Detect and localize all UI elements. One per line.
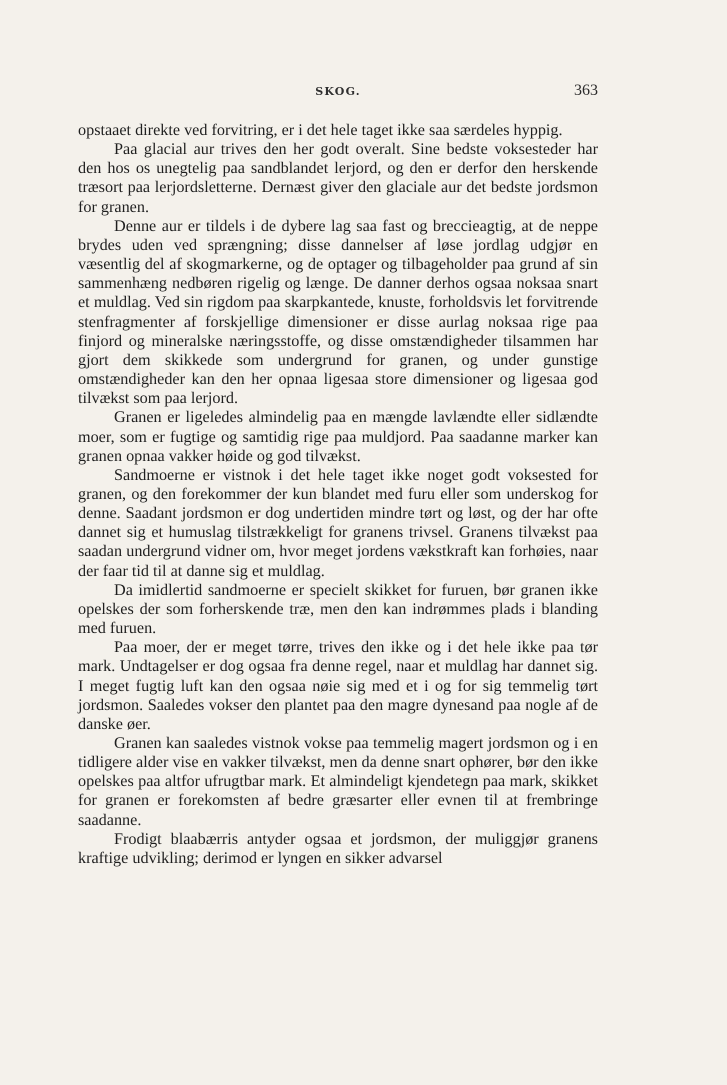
paragraph: Granen kan saaledes vistnok vokse paa temmelig magert jordsmon og i en tidligere alder vise en vakker tilvækst, men da denne snart ophører, bør den ikke opelskes paa altfor ufrugtbar mark. Et almindeligt kjendetegn paa mark, skikket for granen er forekomsten af bedre græsarter eller evnen til at frembringe saadanne. xyxy=(78,734,598,829)
running-title: SKOG. xyxy=(315,85,361,98)
page-header xyxy=(78,82,598,106)
page-number: 363 xyxy=(574,82,598,99)
paragraph: Paa glacial aur trives den her godt overalt. Sine bedste voksesteder har den hos os unegtelig paa sandblandet lerjord, og den er derfor den herskende træsort paa lerjordsletterne. Dernæst giver den glaciale aur det bedste jordsmon for granen. xyxy=(78,140,598,216)
paragraph: opstaaet direkte ved forvitring, er i det hele taget ikke saa særdeles hyppig. xyxy=(78,121,563,139)
paragraph: Da imidlertid sandmoerne er specielt skikket for furuen, bør granen ikke opelskes der som forherskende træ, men den kan indrømmes plads i blanding med furuen. xyxy=(78,580,598,638)
paragraph: Paa moer, der er meget tørre, trives den ikke og i det hele ikke paa tør mark. Undtagelser er dog ogsaa fra denne regel, naar et muldlag har dannet sig. I meget fugtig luft kan den ogsaa nøie sig med et i og for sig temmelig tørt jordsmon. Saaledes vokser den plantet paa den magre dynesand paa nogle af de danske øer. xyxy=(78,638,598,733)
body-text xyxy=(78,121,598,868)
paragraph: Denne aur er tildels i de dybere lag saa fast og breccieagtig, at de neppe brydes uden ved sprængning; disse dannelser af løse jordlag udgjør en væsentlig del af skogmarkerne, og de optager og tilbageholder paa grund af sin sammenhæng nedbøren rigelig og længe. De danner derhos ogsaa noksaa snart et muldlag. Ved sin rigdom paa skarpkantede, knuste, forholdsvis let forvitrende stenfragmenter af forskjellige dimensioner er disse aurlag noksaa rige paa finjord og mineralske næringsstoffe, og disse omstændigheder tilsammen har gjort dem skikkede som undergrund for granen, og under gunstige omstændigheder kan den her opnaa ligesaa store dimensioner og ligesaa god tilvækst som paa lerjord. xyxy=(78,216,598,408)
paragraph: Sandmoerne er vistnok i det hele taget ikke noget godt voksested for granen, og den forekommer der kun blandet med furu eller som underskog for denne. Saadant jordsmon er dog undertiden mindre tørt og løst, og der har ofte dannet sig et humuslag tilstrækkeligt for granens trivsel. Granens tilvækst paa saadan undergrund vidner om, hvor meget jordens vækstkraft kan forhøies, naar der faar tid til at danne sig et muldlag. xyxy=(78,465,598,580)
paragraph: Frodigt blaabærris antyder ogsaa et jordsmon, der muliggjør granens kraftige udvikling; derimod er lyngen en sikker advarsel xyxy=(78,829,598,867)
paragraph: Granen er ligeledes almindelig paa en mængde lavlændte eller sidlændte moer, som er fugtige og samtidig rige paa muldjord. Paa saadanne marker kan granen opnaa vakker høide og god tilvækst. xyxy=(78,408,598,465)
